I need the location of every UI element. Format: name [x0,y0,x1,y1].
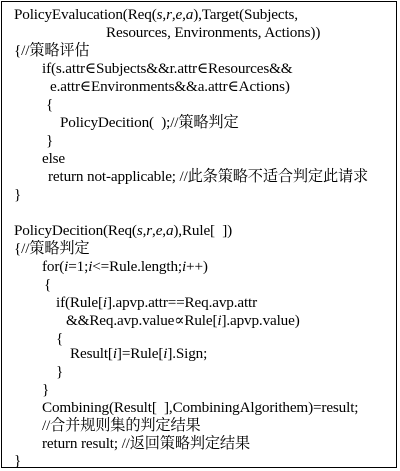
code-line: for(i=1;i<=Rule.length;i++) [42,258,208,275]
code-line [2,203,396,223]
code-line: } [14,452,22,469]
code-line: } [42,381,50,398]
code-line: {//策略评估 [14,42,90,59]
code-line: return result; //返回策略判定结果 [42,435,251,452]
code-line: PolicyDecition( );//策略判定 [60,114,239,131]
code-line: if(s.attr∈Subjects&&r.attr∈Resources&& [42,60,293,77]
code-line: PolicyDecition(Req(s,r,e,a),Rule[ ]) [14,222,233,239]
code-line: Combining(Result[ ],CombiningAlgorithem)=result; [42,399,359,416]
code-line: PolicyEvalucation(Req(s,r,e,a),Target(Subjects, [14,6,298,23]
code-line: Result[i]=Rule[i].Sign; [70,345,208,362]
code-line: { [46,96,54,113]
code-line: { [44,276,52,293]
code-line: } [46,132,54,149]
code-line: return not-applicable; //此条策略不适合判定此请求 [48,168,369,185]
code-listing [1,1,397,468]
code-line: { [56,330,64,347]
code-line: } [56,363,64,380]
code-line: } [14,186,22,203]
code-line: e.attr∈Environments&&a.attr∈Actions) [50,78,290,95]
code-line: if(Rule[i].apvp.attr==Req.avp.attr [56,294,257,311]
code-line: Resources, Environments, Actions)) [106,24,321,41]
code-line: &&Req.avp.value∝Rule[i].apvp.value) [66,312,300,329]
code-line: {//策略判定 [14,240,90,257]
code-line: else [42,150,66,167]
code-line: //合并规则集的判定结果 [42,417,201,434]
